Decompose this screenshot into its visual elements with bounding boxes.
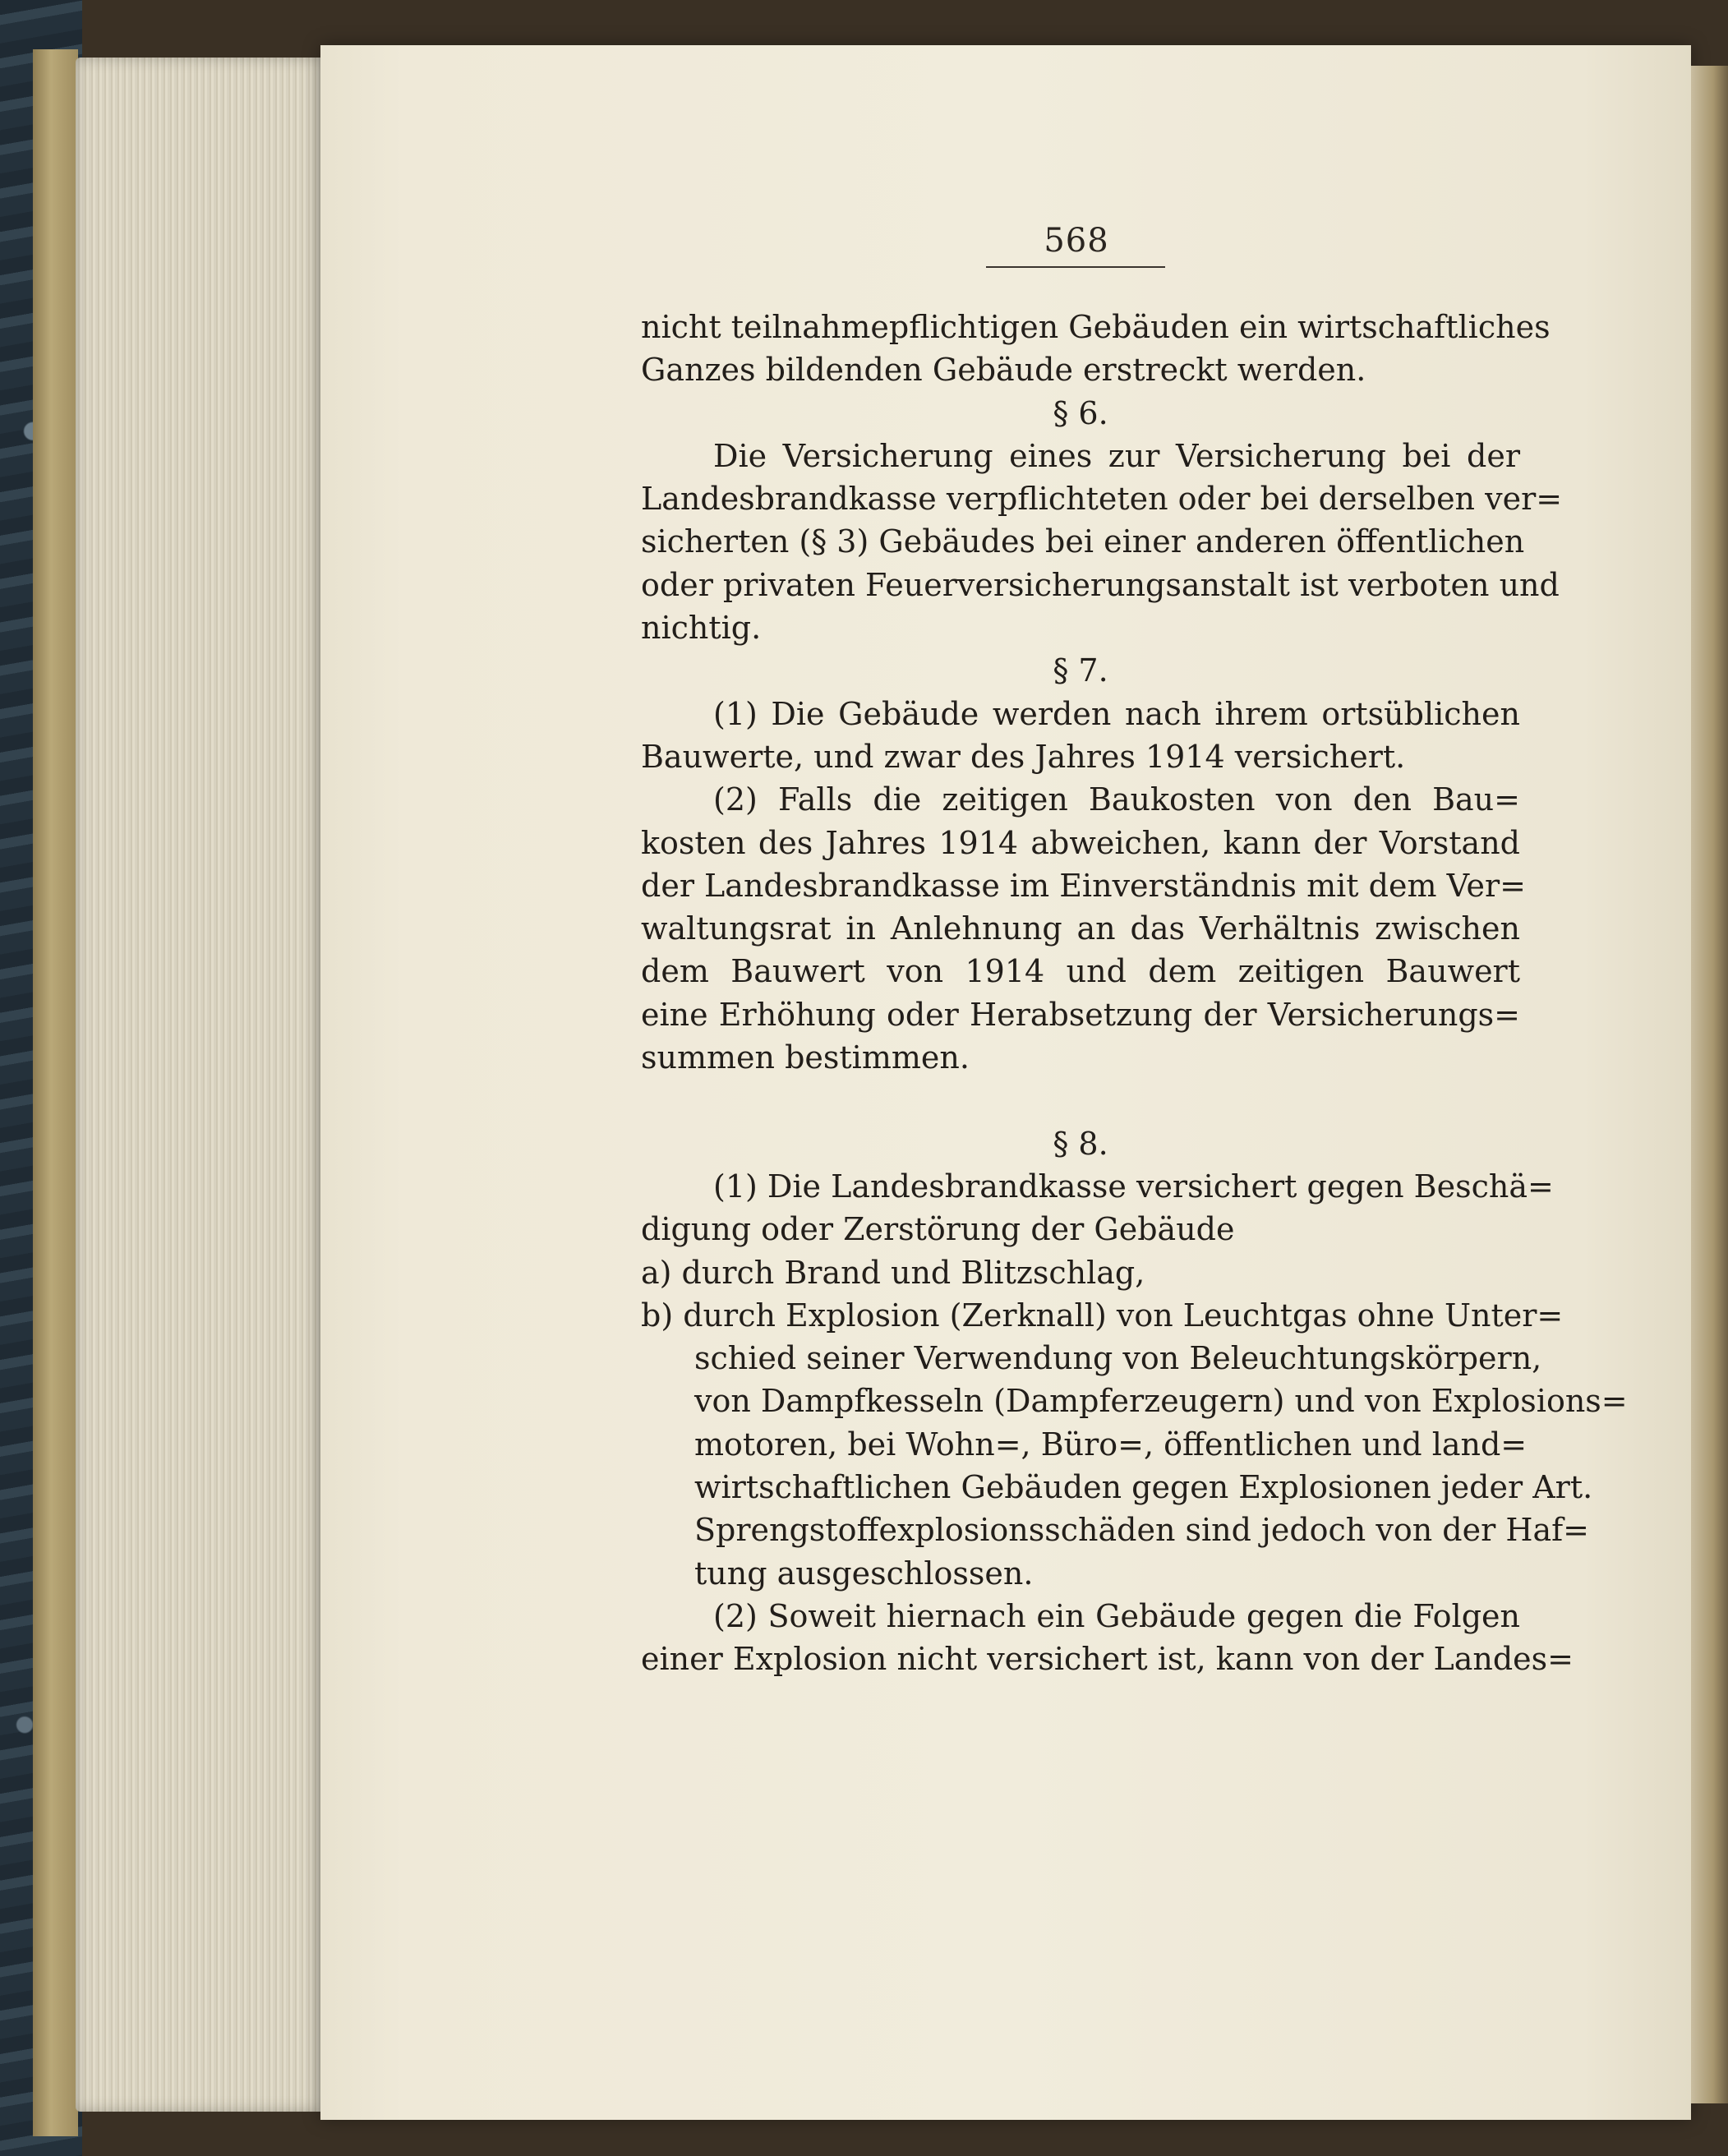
text-line: Landesbrandkasse verpflichteten oder bei derselben ver= (641, 481, 1563, 518)
text-line: wirtschaftlichen Gebäuden gegen Explosionen jeder Art. (694, 1469, 1593, 1506)
section-heading: § 6. (1053, 394, 1108, 431)
text-line: dem Bauwert von 1914 und dem zeitigen Bauwert (641, 953, 1520, 990)
text-line: (2) Falls die zeitigen Baukosten von den Bau= (713, 781, 1520, 818)
list-item: b) durch Explosion (Zerknall) von Leuchtgas ohne Unter= (641, 1297, 1564, 1334)
text-line: (1) Die Landesbrandkasse versichert gegen Beschä= (713, 1168, 1554, 1205)
blank-line (641, 1079, 1520, 1122)
text-line: digung oder Zerstörung der Gebäude (641, 1211, 1235, 1248)
facing-page-edge (1691, 66, 1728, 2103)
section-heading: § 7. (1053, 652, 1108, 689)
text-line: Die Versicherung eines zur Versicherung bei der (713, 437, 1520, 474)
text-line: kosten des Jahres 1914 abweichen, kann der Vorstand (641, 824, 1520, 861)
text-line: tung ausgeschlossen. (694, 1555, 1034, 1592)
text-line: sicherten (§ 3) Gebäudes bei einer anderen öffentlichen (641, 523, 1525, 560)
text-line: motoren, bei Wohn=, Büro=, öffentlichen und land= (694, 1426, 1528, 1463)
text-line: waltungsrat in Anlehnung an das Verhältnis zwischen (641, 910, 1520, 947)
text-line: summen bestimmen. (641, 1039, 970, 1076)
page-number-rule (986, 266, 1165, 268)
text-line: (2) Soweit hiernach ein Gebäude gegen die Folgen (713, 1597, 1520, 1634)
text-line: einer Explosion nicht versichert ist, kann von der Landes= (641, 1641, 1574, 1678)
text-line: nicht teilnahmepflichtigen Gebäuden ein wirtschaftliches (641, 309, 1551, 345)
text-line: schied seiner Verwendung von Beleuchtungskörpern, (694, 1340, 1542, 1377)
text-line: von Dampfkesseln (Dampferzeugern) und von Explosions= (694, 1383, 1628, 1420)
text-line: (1) Die Gebäude werden nach ihrem ortsüblichen (713, 695, 1520, 732)
page-number: 568 (1044, 222, 1109, 260)
page-stack-edge (76, 58, 322, 2112)
text-line: der Landesbrandkasse im Einverständnis mit dem Ver= (641, 867, 1527, 904)
text-line: oder privaten Feuerversicherungsanstalt ist verboten und (641, 566, 1560, 603)
text-line: Ganzes bildenden Gebäude erstreckt werden. (641, 352, 1366, 389)
book-spine-edge (33, 49, 78, 2136)
section-heading: § 8. (1053, 1125, 1108, 1162)
text-line: eine Erhöhung oder Herabsetzung der Versicherungs= (641, 996, 1520, 1033)
text-line: Sprengstoffexplosionsschäden sind jedoch von der Haf= (694, 1512, 1590, 1549)
list-item: a) durch Brand und Blitzschlag, (641, 1254, 1145, 1291)
text-line: nichtig. (641, 610, 762, 647)
page-text (641, 306, 1628, 1681)
text-line: Bauwerte, und zwar des Jahres 1914 versichert. (641, 738, 1406, 775)
